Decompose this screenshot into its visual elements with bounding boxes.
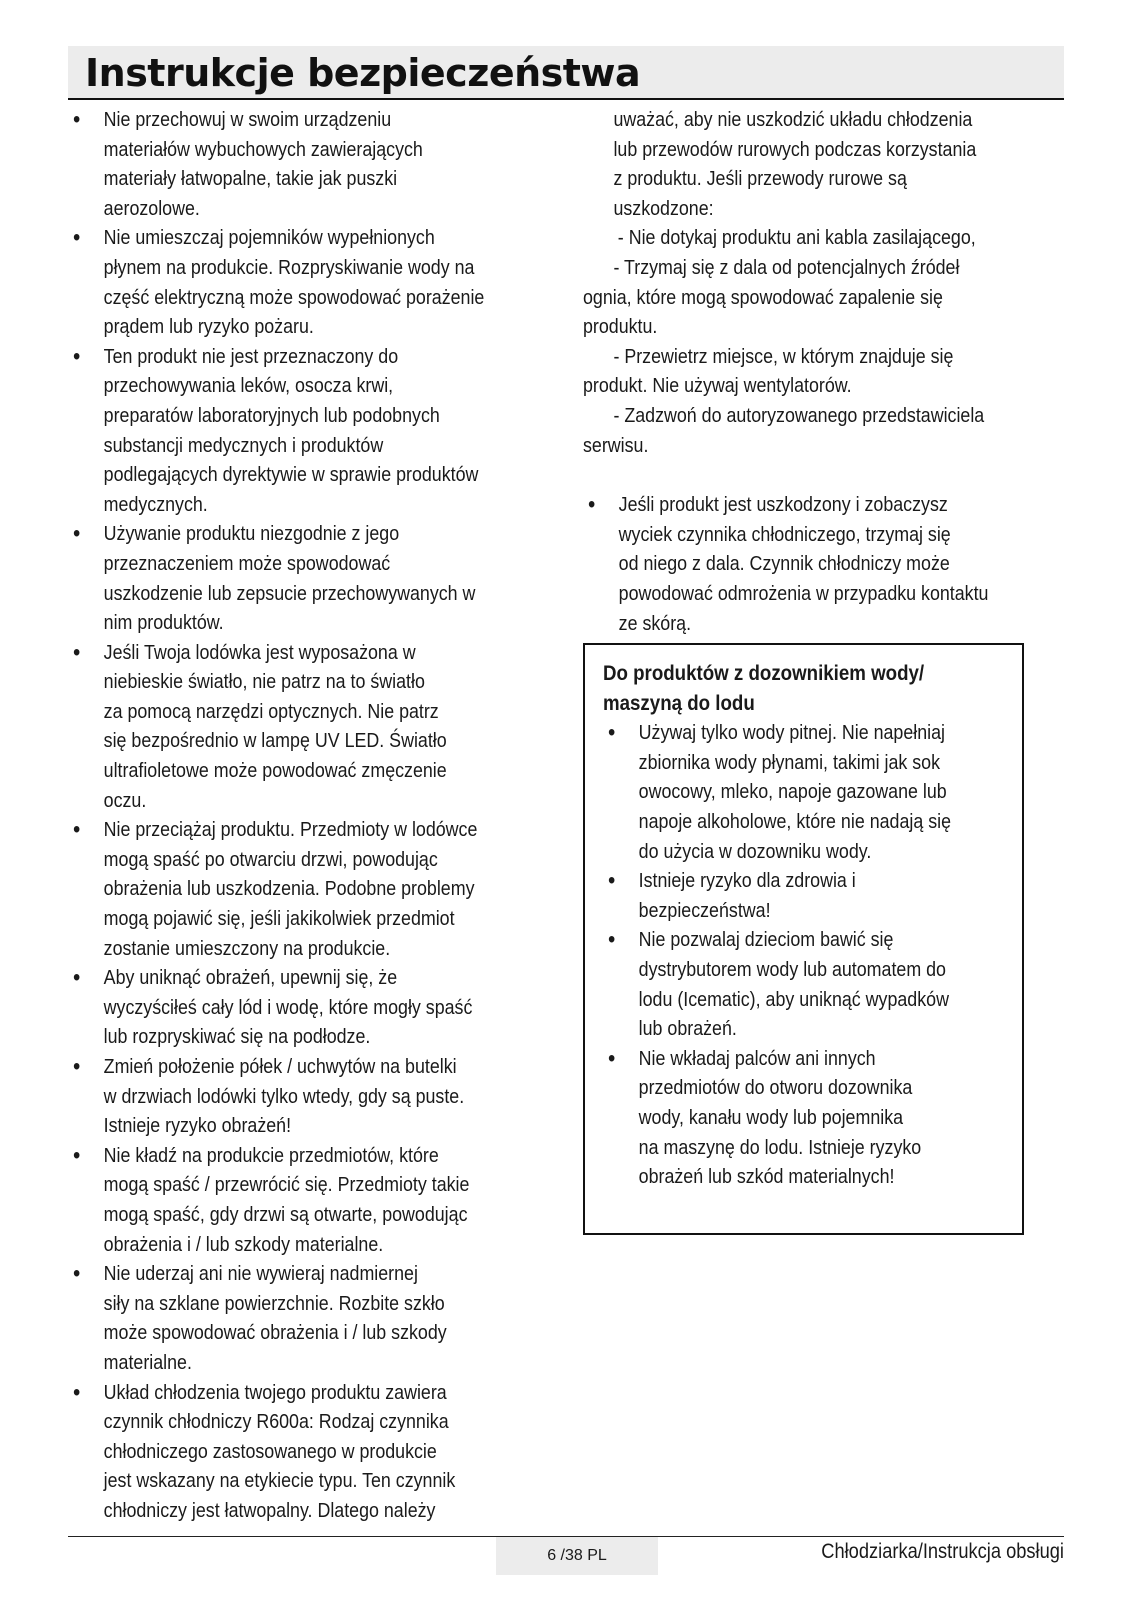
text-line: - Zadzwoń do autoryzowanego przedstawiciela: [613, 403, 985, 427]
text-line: przeznaczeniem może spowodować: [103, 551, 391, 575]
text-line: - Nie dotykaj produktu ani kabla zasilającego,: [617, 226, 976, 250]
text-line: dystrybutorem wody lub automatem do: [638, 957, 946, 981]
text-line: • Ten produkt nie jest przeznaczony do: [103, 344, 399, 368]
text-line: medycznych.: [103, 492, 208, 516]
text-line: • Zmień położenie półek / uchwytów na butelki: [103, 1055, 457, 1078]
text-line: chłodniczy jest łatwopalny. Dlatego należy: [103, 1498, 436, 1522]
text-line: mogą pojawić się, jeśli jakikolwiek przedmiot: [103, 907, 455, 931]
document-title: Chłodziarka/Instrukcja obsługi: [821, 1540, 1064, 1563]
water-dispenser-notice-box: [583, 643, 1024, 1235]
list-item: [68, 1259, 503, 1377]
text-line: chłodniczego zastosowanego w produkcie: [103, 1439, 437, 1463]
right-column: [583, 105, 1063, 638]
text-line: produktu.: [583, 315, 658, 339]
text-line: • Nie wkładaj palców ani innych: [638, 1046, 876, 1070]
text-line: płynem na produkcie. Rozpryskiwanie wody na: [103, 255, 475, 279]
text-line: serwisu.: [583, 433, 649, 457]
text-line: powodować odmrożenia w przypadku kontaktu: [618, 581, 989, 605]
text-line: zostanie umieszczony na produkcie.: [103, 936, 391, 960]
text-line: wyczyściłeś cały lód i wodę, które mogły spaść: [103, 995, 473, 1019]
list-item: [603, 866, 951, 925]
list-item: [68, 1378, 503, 1526]
text-line: lub rozpryskiwać się na podłodze.: [103, 1025, 371, 1049]
left-column: [68, 105, 568, 1526]
list-item: [68, 1141, 503, 1259]
list-item: [68, 638, 503, 816]
text-line: owocowy, mleko, napoje gazowane lub: [638, 780, 947, 804]
text-line: • Używaj tylko wody pitnej. Nie napełniaj: [638, 721, 945, 745]
text-line: • Nie przechowuj w swoim urządzeniu: [103, 108, 392, 131]
text-line: wyciek czynnika chłodniczego, trzymaj się: [618, 522, 951, 546]
dash-item: [583, 223, 1001, 253]
text-line: oczu.: [103, 788, 147, 812]
safety-list-left: [68, 105, 503, 1526]
text-line: mogą spaść po otwarciu drzwi, powodując: [103, 847, 438, 871]
list-item: [68, 223, 503, 341]
text-line: ultrafioletowe może powodować zmęczenie: [103, 759, 447, 783]
list-item: [603, 718, 951, 866]
text-line: za pomocą narzędzi optycznych. Nie patrz: [103, 699, 439, 723]
text-line: • Nie uderzaj ani nie wywieraj nadmiernej: [103, 1262, 418, 1286]
text-line: może spowodować obrażenia i / lub szkody: [103, 1321, 447, 1345]
notice-box-title: [603, 659, 951, 718]
list-item: [68, 963, 503, 1052]
text-line: • Jeśli Twoja lodówka jest wyposażona w: [103, 640, 416, 664]
text-line: Istnieje ryzyko obrażeń!: [103, 1114, 292, 1138]
list-item: [68, 342, 503, 520]
text-line: preparatów laboratoryjnych lub podobnych: [103, 403, 440, 427]
text-line: uważać, aby nie uszkodzić układu chłodzenia: [613, 108, 973, 131]
text-line: materiały łatwopalne, takie jak puszki: [103, 167, 398, 191]
text-line: aerozolowe.: [103, 196, 200, 220]
spacer: [583, 460, 1001, 490]
text-line: mogą spaść, gdy drzwi są otwarte, powodując: [103, 1202, 468, 1226]
text-line: nim produktów.: [103, 611, 224, 635]
text-line: lub przewodów rurowych podczas korzystania: [613, 137, 977, 161]
text-line: część elektryczną może spowodować porażenie: [103, 285, 485, 309]
text-line: materiałów wybuchowych zawierających: [103, 137, 423, 161]
list-item: [68, 815, 503, 963]
text-line: z produktu. Jeśli przewody rurowe są: [613, 167, 907, 191]
list-item: [68, 1052, 503, 1141]
text-line: Do produktów z dozownikiem wody/: [603, 661, 925, 685]
dash-item: [583, 342, 1001, 401]
text-line: na maszynę do lodu. Istnieje ryzyko: [638, 1135, 922, 1159]
text-line: niebieskie światło, nie patrz na to światło: [103, 670, 425, 694]
refrigerant-leak-warning: [583, 490, 1001, 638]
text-line: siły na szklane powierzchnie. Rozbite szkło: [103, 1291, 445, 1315]
text-line: się bezpośrednio w lampę UV LED. Światło: [103, 729, 447, 753]
right-column-text: [583, 105, 1001, 638]
text-line: materialne.: [103, 1350, 192, 1374]
text-line: czynnik chłodniczy R600a: Rodzaj czynnika: [103, 1410, 449, 1434]
list-item: [68, 105, 503, 223]
text-line: - Przewietrz miejsce, w którym znajduje się: [613, 344, 954, 368]
text-line: mogą spaść / przewrócić się. Przedmioty takie: [103, 1173, 470, 1197]
text-line: przechowywania leków, osocza krwi,: [103, 374, 394, 398]
continuation-text: [583, 105, 1001, 223]
text-line: jest wskazany na etykiecie typu. Ten czynnik: [103, 1469, 456, 1493]
list-item: [603, 1044, 951, 1192]
text-line: • Nie pozwalaj dzieciom bawić się: [638, 928, 894, 952]
page-title: Instrukcje bezpieczeństwa: [85, 51, 641, 95]
text-line: zbiornika wody płynami, takimi jak sok: [638, 750, 941, 774]
text-line: bezpieczeństwa!: [638, 898, 771, 922]
text-line: prądem lub ryzyko pożaru.: [103, 315, 314, 339]
text-line: napoje alkoholowe, które nie nadają się: [638, 809, 952, 833]
text-line: • Układ chłodzenia twojego produktu zawiera: [103, 1380, 447, 1404]
text-line: • Nie kładź na produkcie przedmiotów, które: [103, 1143, 439, 1167]
text-line: • Istnieje ryzyko dla zdrowia i: [638, 869, 856, 893]
text-line: lodu (Icematic), aby uniknąć wypadków: [638, 987, 949, 1011]
dash-list: [583, 223, 1001, 460]
text-line: obrażenia i / lub szkody materialne.: [103, 1232, 384, 1256]
text-line: • Nie przeciążaj produktu. Przedmioty w lodówce: [103, 818, 478, 842]
text-line: obrażeń lub szkód materialnych!: [638, 1165, 895, 1189]
text-line: • Aby uniknąć obrażeń, upewnij się, że: [103, 966, 398, 990]
text-line: produkt. Nie używaj wentylatorów.: [583, 374, 852, 398]
text-line: - Trzymaj się z dala od potencjalnych źródeł: [613, 255, 960, 279]
text-line: substancji medycznych i produktów: [103, 433, 384, 457]
page-number: 6 /38 PL: [496, 1537, 658, 1575]
text-line: lub obrażeń.: [638, 1017, 737, 1041]
text-line: od niego z dala. Czynnik chłodniczy może: [618, 552, 950, 576]
list-item: [603, 925, 951, 1043]
text-line: obrażenia lub uszkodzenia. Podobne problemy: [103, 877, 475, 901]
text-line: przedmiotów do otworu dozownika: [638, 1076, 913, 1100]
text-line: do użycia w dozowniku wody.: [638, 839, 872, 863]
text-line: uszkodzone:: [613, 196, 714, 220]
text-line: podlegających dyrektywie w sprawie produktów: [103, 463, 479, 487]
text-line: w drzwiach lodówki tylko wtedy, gdy są puste.: [103, 1084, 465, 1108]
list-item: [68, 519, 503, 637]
dash-item: [583, 401, 1001, 460]
dash-item: [583, 253, 1001, 342]
text-line: wody, kanału wody lub pojemnika: [638, 1105, 904, 1129]
text-line: • Jeśli produkt jest uszkodzony i zobaczysz: [618, 493, 948, 517]
text-line: • Używanie produktu niezgodnie z jego: [103, 522, 400, 546]
text-line: ognia, które mogą spowodować zapalenie się: [583, 285, 943, 309]
text-line: ze skórą.: [618, 611, 692, 635]
text-line: • Nie umieszczaj pojemników wypełnionych: [103, 226, 435, 250]
notice-box-list: [603, 718, 951, 1192]
text-line: maszyną do lodu: [603, 690, 755, 715]
list-item: [583, 490, 1001, 638]
header-bar: [68, 46, 1064, 100]
text-line: uszkodzenie lub zepsucie przechowywanych w: [103, 581, 476, 605]
